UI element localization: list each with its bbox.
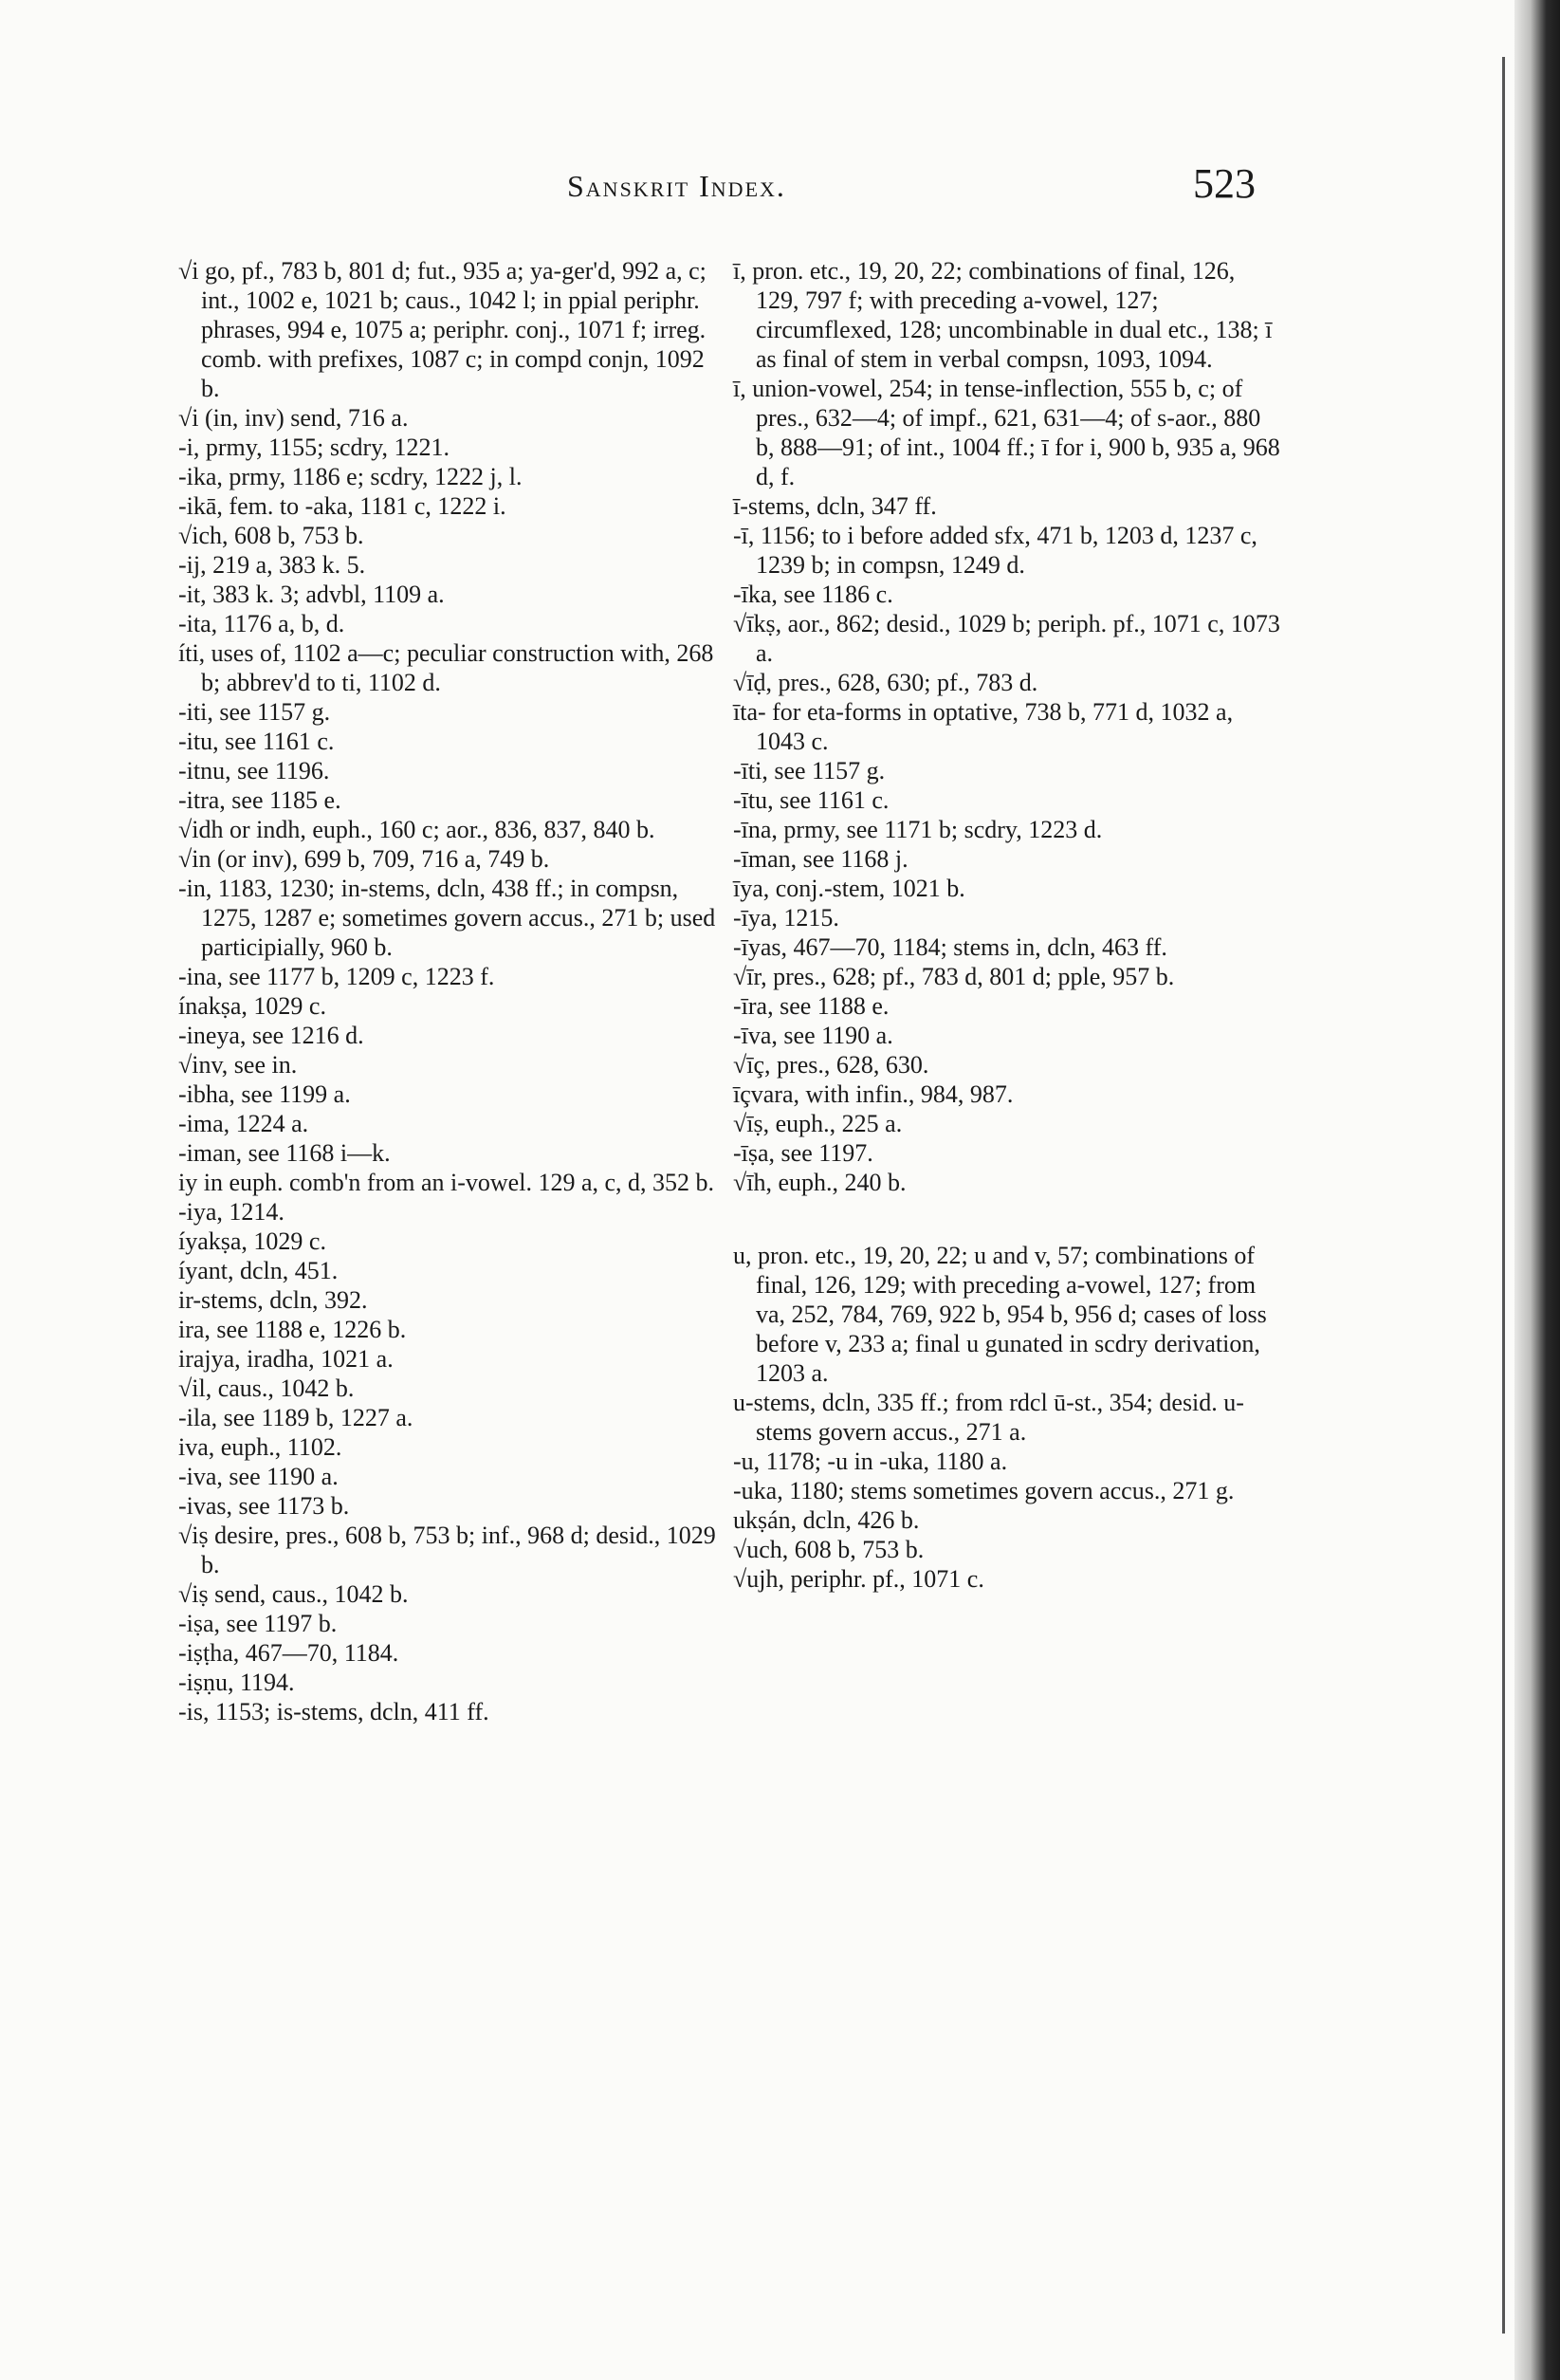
index-entry: iva, euph., 1102. — [178, 1433, 342, 1461]
index-entry: -īka, see 1186 c. — [733, 581, 893, 608]
index-entry: -is, 1153; is-stems, dcln, 411 ff. — [178, 1698, 489, 1725]
index-entry: √īṣ, euph., 225 a. — [733, 1110, 903, 1137]
index-entry: -iṣṭha, 467—70, 1184. — [178, 1639, 399, 1667]
index-entry: u, pron. etc., 19, 20, 22; u and v, 57; combinations of final, 126, 129; with preceding a-vowel, 127; from va, 252, 784, 769, 922 b, 954 b, 956 d; cases of loss before v, 233 a; final u gunated in scdry derivation, 1203 a. — [733, 1242, 1267, 1387]
index-entry: -ivas, see 1173 b. — [178, 1492, 350, 1520]
index-entry: √īh, euph., 240 b. — [733, 1169, 907, 1196]
page-number: 523 — [1193, 160, 1256, 207]
index-section-u — [733, 1241, 1283, 1594]
index-entry: √iṣ send, caus., 1042 b. — [178, 1580, 409, 1608]
index-entry: íyakṣa, 1029 c. — [178, 1227, 326, 1255]
index-entry: -īyas, 467—70, 1184; stems in, dcln, 463 ff. — [733, 933, 1167, 961]
index-entry: -ī, 1156; to i before added sfx, 471 b, 1203 d, 1237 c, 1239 b; in compsn, 1249 d. — [733, 522, 1257, 579]
index-entry: -iva, see 1190 a. — [178, 1463, 339, 1490]
index-section-i-long — [733, 256, 1283, 1197]
running-header — [0, 159, 1560, 216]
index-entry: -ikā, fem. to -aka, 1181 c, 1222 i. — [178, 492, 506, 520]
index-entry: ínakṣa, 1029 c. — [178, 992, 326, 1020]
index-entry: -iṣṇu, 1194. — [178, 1669, 295, 1696]
index-entry: -ina, see 1177 b, 1209 c, 1223 f. — [178, 963, 495, 990]
index-entry: √inv, see in. — [178, 1051, 298, 1079]
index-entry: √īkṣ, aor., 862; desid., 1029 b; periph. pf., 1071 c, 1073 a. — [733, 610, 1280, 667]
index-entry: -īya, 1215. — [733, 904, 839, 932]
index-entry: √īç, pres., 628, 630. — [733, 1051, 929, 1079]
index-entry: √in (or inv), 699 b, 709, 716 a, 749 b. — [178, 845, 550, 873]
index-entry: √uch, 608 b, 753 b. — [733, 1536, 925, 1563]
index-entry: -īman, see 1168 j. — [733, 845, 908, 873]
index-entry: √il, caus., 1042 b. — [178, 1374, 355, 1402]
index-entry: iy in euph. comb'n from an i-vowel. 129 a, c, d, 352 b. — [178, 1169, 715, 1196]
index-entry: √i (in, inv) send, 716 a. — [178, 404, 409, 432]
index-column-left — [178, 256, 728, 1726]
index-entry: -ila, see 1189 b, 1227 a. — [178, 1404, 413, 1431]
index-entry: √idh or indh, euph., 160 c; aor., 836, 837, 840 b. — [178, 816, 655, 843]
index-entry: īçvara, with infin., 984, 987. — [733, 1080, 1014, 1108]
index-entry: -itnu, see 1196. — [178, 757, 330, 784]
index-entry: íyant, dcln, 451. — [178, 1257, 339, 1284]
section-gap — [733, 1197, 1283, 1241]
index-entry: íti, uses of, 1102 a—c; peculiar construction with, 268 b; abbrev'd to ti, 1102 d. — [178, 639, 714, 696]
index-entry: -īṣa, see 1197. — [733, 1139, 873, 1167]
index-entry: ir-stems, dcln, 392. — [178, 1286, 368, 1314]
index-entry: -ītu, see 1161 c. — [733, 786, 890, 814]
index-entry: √iṣ desire, pres., 608 b, 753 b; inf., 968 d; desid., 1029 b. — [178, 1522, 716, 1578]
index-entry: √īr, pres., 628; pf., 783 d, 801 d; pple, 957 b. — [733, 963, 1175, 990]
index-entry: ī-stems, dcln, 347 ff. — [733, 492, 937, 520]
index-entry: -u, 1178; -u in -uka, 1180 a. — [733, 1448, 1008, 1475]
index-entry: -īti, see 1157 g. — [733, 757, 886, 784]
index-entry: -iya, 1214. — [178, 1198, 284, 1226]
index-entry: -ineya, see 1216 d. — [178, 1022, 364, 1049]
index-entry: -iti, see 1157 g. — [178, 698, 331, 726]
index-entry: u-stems, dcln, 335 ff.; from rdcl ū-st., 354; desid. u-stems govern accus., 271 a. — [733, 1389, 1244, 1446]
page-edge-shadow — [1514, 0, 1560, 2380]
index-entry: -ima, 1224 a. — [178, 1110, 309, 1137]
index-entry: ira, see 1188 e, 1226 b. — [178, 1316, 407, 1343]
index-entry: -ibha, see 1199 a. — [178, 1080, 351, 1108]
index-entry: -īva, see 1190 a. — [733, 1022, 893, 1049]
index-entry: ī, union-vowel, 254; in tense-inflection, 555 b, c; of pres., 632—4; of impf., 621, 631—4; of s-aor., 880 b, 888—91; of int., 1004 ff.; ī for i, 900 b, 935 a, 968 d, f. — [733, 375, 1280, 490]
page-gutter-line — [1502, 57, 1505, 2334]
index-entry: -ij, 219 a, 383 k. 5. — [178, 551, 366, 579]
index-entry: √ujh, periphr. pf., 1071 c. — [733, 1565, 984, 1593]
index-entry: -itra, see 1185 e. — [178, 786, 341, 814]
running-title: Sanskrit Index. — [567, 169, 786, 203]
index-entry: -īna, prmy, see 1171 b; scdry, 1223 d. — [733, 816, 1103, 843]
index-entry: -itu, see 1161 c. — [178, 728, 335, 755]
index-entry: -ika, prmy, 1186 e; scdry, 1222 j, l. — [178, 463, 523, 490]
index-entry: -ita, 1176 a, b, d. — [178, 610, 345, 637]
index-entry: -uka, 1180; stems sometimes govern accus., 271 g. — [733, 1477, 1235, 1504]
index-entry: -iṣa, see 1197 b. — [178, 1610, 338, 1637]
index-entry: -in, 1183, 1230; in-stems, dcln, 438 ff.; in compsn, 1275, 1287 e; sometimes govern accus., 271 b; used participially, 960 b. — [178, 875, 716, 961]
index-entry: irajya, iradha, 1021 a. — [178, 1345, 394, 1373]
index-entry: īta- for eta-forms in optative, 738 b, 771 d, 1032 a, 1043 c. — [733, 698, 1234, 755]
index-entry: √ich, 608 b, 753 b. — [178, 522, 364, 549]
index-entry: -īra, see 1188 e. — [733, 992, 890, 1020]
index-entry: ī, pron. etc., 19, 20, 22; combinations of final, 126, 129, 797 f; with preceding a-vowel, 127; circumflexed, 128; uncombinable in dual etc., 138; ī as final of stem in verbal compsn, 1093, 1094. — [733, 257, 1273, 373]
index-entry: īya, conj.-stem, 1021 b. — [733, 875, 965, 902]
index-entry: √īḍ, pres., 628, 630; pf., 783 d. — [733, 669, 1038, 696]
index-entry: ukṣán, dcln, 426 b. — [733, 1506, 920, 1534]
index-column-right — [733, 256, 1283, 1594]
index-entry: -iman, see 1168 i—k. — [178, 1139, 391, 1167]
index-entry: -i, prmy, 1155; scdry, 1221. — [178, 434, 450, 461]
index-entry: -it, 383 k. 3; advbl, 1109 a. — [178, 581, 445, 608]
index-entry: √i go, pf., 783 b, 801 d; fut., 935 a; ya-ger'd, 992 a, c; int., 1002 e, 1021 b; caus., 1042 l; in ppial periphr. phrases, 994 e, 1075 a; periphr. conj., 1071 f; irreg. comb. with prefixes, 1087 c; in compd conjn, 1092 b. — [178, 257, 707, 402]
